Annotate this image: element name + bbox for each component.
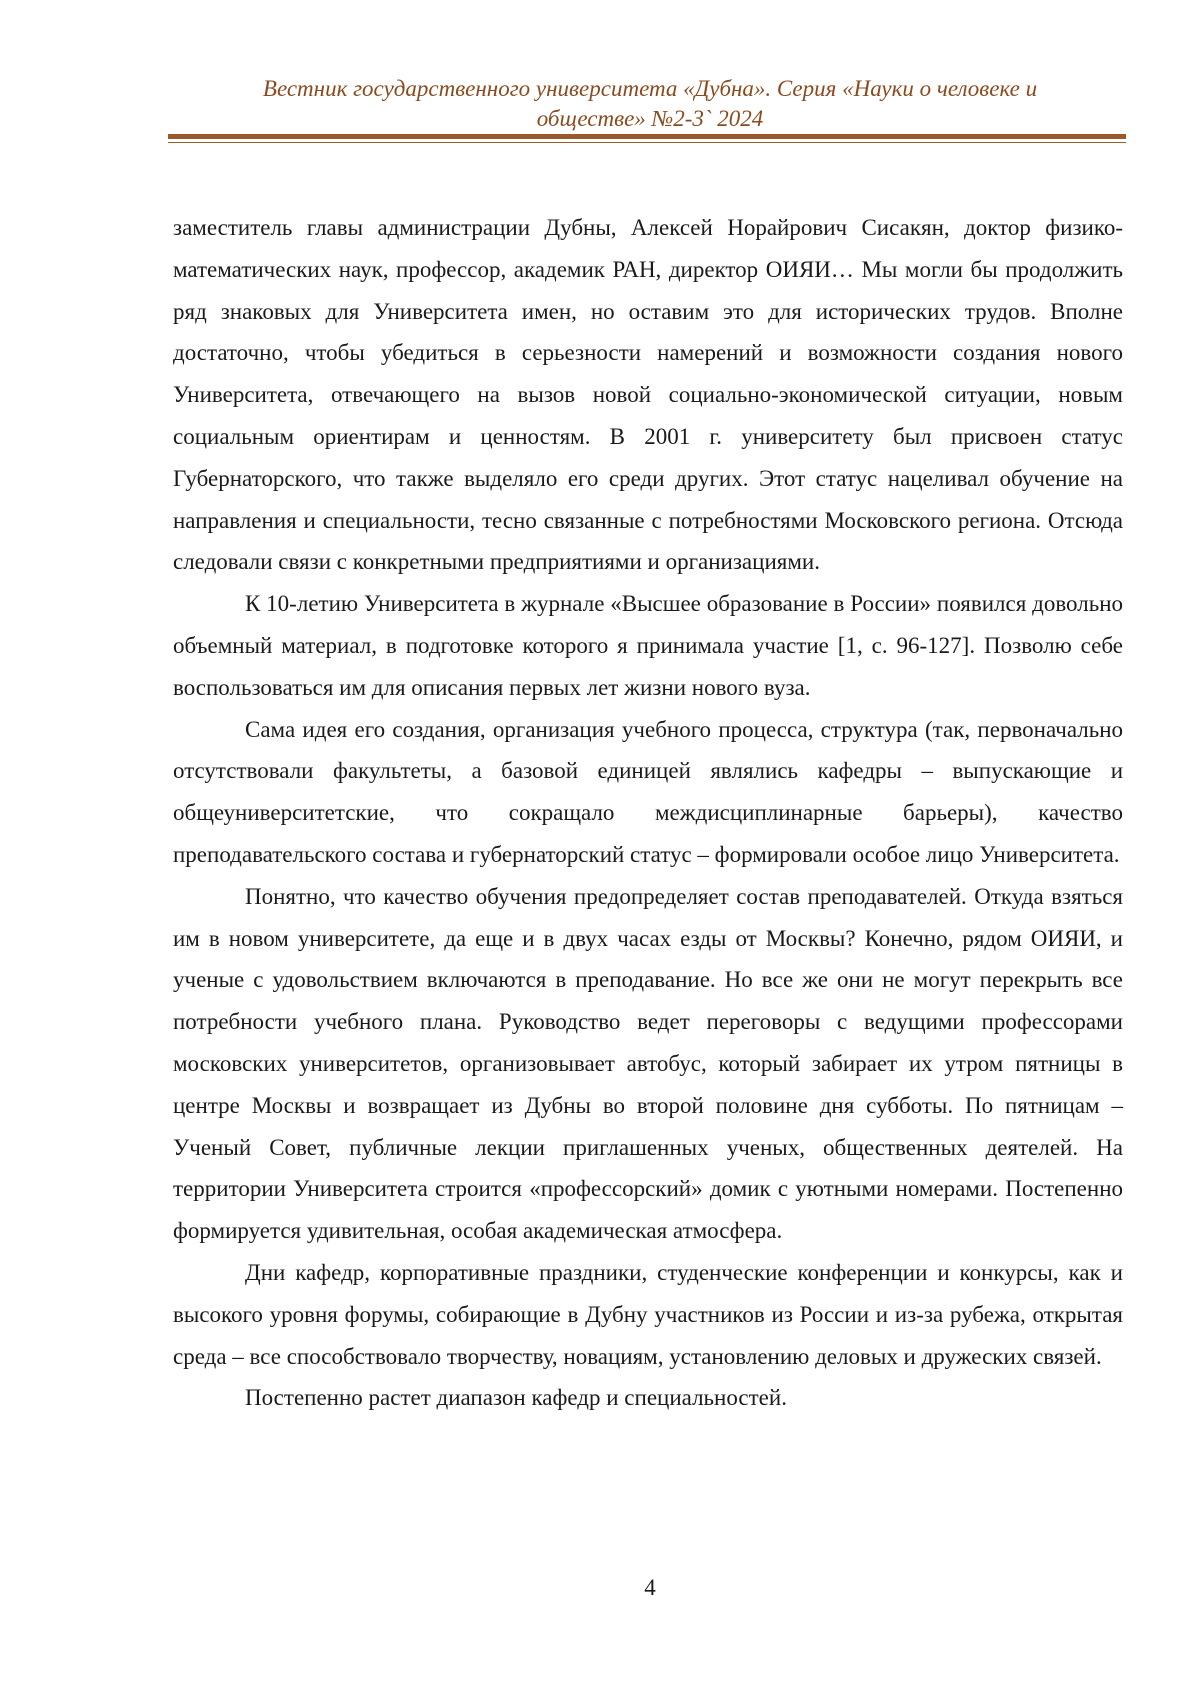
page-number: 4 [0, 1573, 1200, 1603]
header-divider-thick [168, 134, 1126, 139]
paragraph-continued: заместитель главы администрации Дубны, Алексей Норайрович Сисакян, доктор физико-математических наук, профессор, академик РАН, директор ОИЯИ… Мы могли бы продолжить ряд знаковых для Университета имен, но оставим это для исторических трудов. Вполне достаточно, чтобы убедиться в серьезности намерений и возможности создания нового Университета, отвечающего на вызов новой социально-экономической ситуации, новым социальным ориентирам и ценностям. В 2001 г. университету был присвоен статус Губернаторского, что также выделяло его среди других. Этот статус нацеливал обучение на направления и специальности, тесно связанные с потребностями Московского региона. Отсюда следовали связи с конкретными предприятиями и организациями. [173, 207, 1123, 583]
running-header [170, 74, 1130, 134]
header-divider-thin [168, 142, 1126, 143]
running-header-line-1: Вестник государственного университета «Дубна». Серия «Науки о человеке и [170, 74, 1130, 104]
paragraph: Сама идея его создания, организация учебного процесса, структура (так, первоначально отсутствовали факультеты, а базовой единицей являлись кафедры – выпускающие и общеуниверситетские, что сокращало междисциплинарные барьеры), качество преподавательского состава и губернаторский статус – формировали особое лицо Университета. [173, 709, 1123, 876]
running-header-line-2: обществе» №2-3` 2024 [170, 104, 1130, 134]
paragraph: Постепенно растет диапазон кафедр и специальностей. [173, 1377, 1123, 1419]
header-divider [168, 134, 1126, 143]
paragraph: Дни кафедр, корпоративные праздники, студенческие конференции и конкурсы, как и высокого уровня форумы, собирающие в Дубну участников из России и из-за рубежа, открытая среда – все способствовало творчеству, новациям, установлению деловых и дружеских связей. [173, 1252, 1123, 1377]
article-body [173, 207, 1123, 1419]
paragraph: Понятно, что качество обучения предопределяет состав преподавателей. Откуда взяться им в новом университете, да еще и в двух часах езды от Москвы? Конечно, рядом ОИЯИ, и ученые с удовольствием включаются в преподавание. Но все же они не могут перекрыть все потребности учебного плана. Руководство ведет переговоры с ведущими профессорами московских университетов, организовывает автобус, который забирает их утром пятницы в центре Москвы и возвращает из Дубны во второй половине дня субботы. По пятницам – Ученый Совет, публичные лекции приглашенных ученых, общественных деятелей. На территории Университета строится «профессорский» домик с уютными номерами. Постепенно формируется удивительная, особая академическая атмосфера. [173, 876, 1123, 1252]
paragraph: К 10-летию Университета в журнале «Высшее образование в России» появился довольно объемный материал, в подготовке которого я принимала участие [1, с. 96-127]. Позволю себе воспользоваться им для описания первых лет жизни нового вуза. [173, 583, 1123, 708]
